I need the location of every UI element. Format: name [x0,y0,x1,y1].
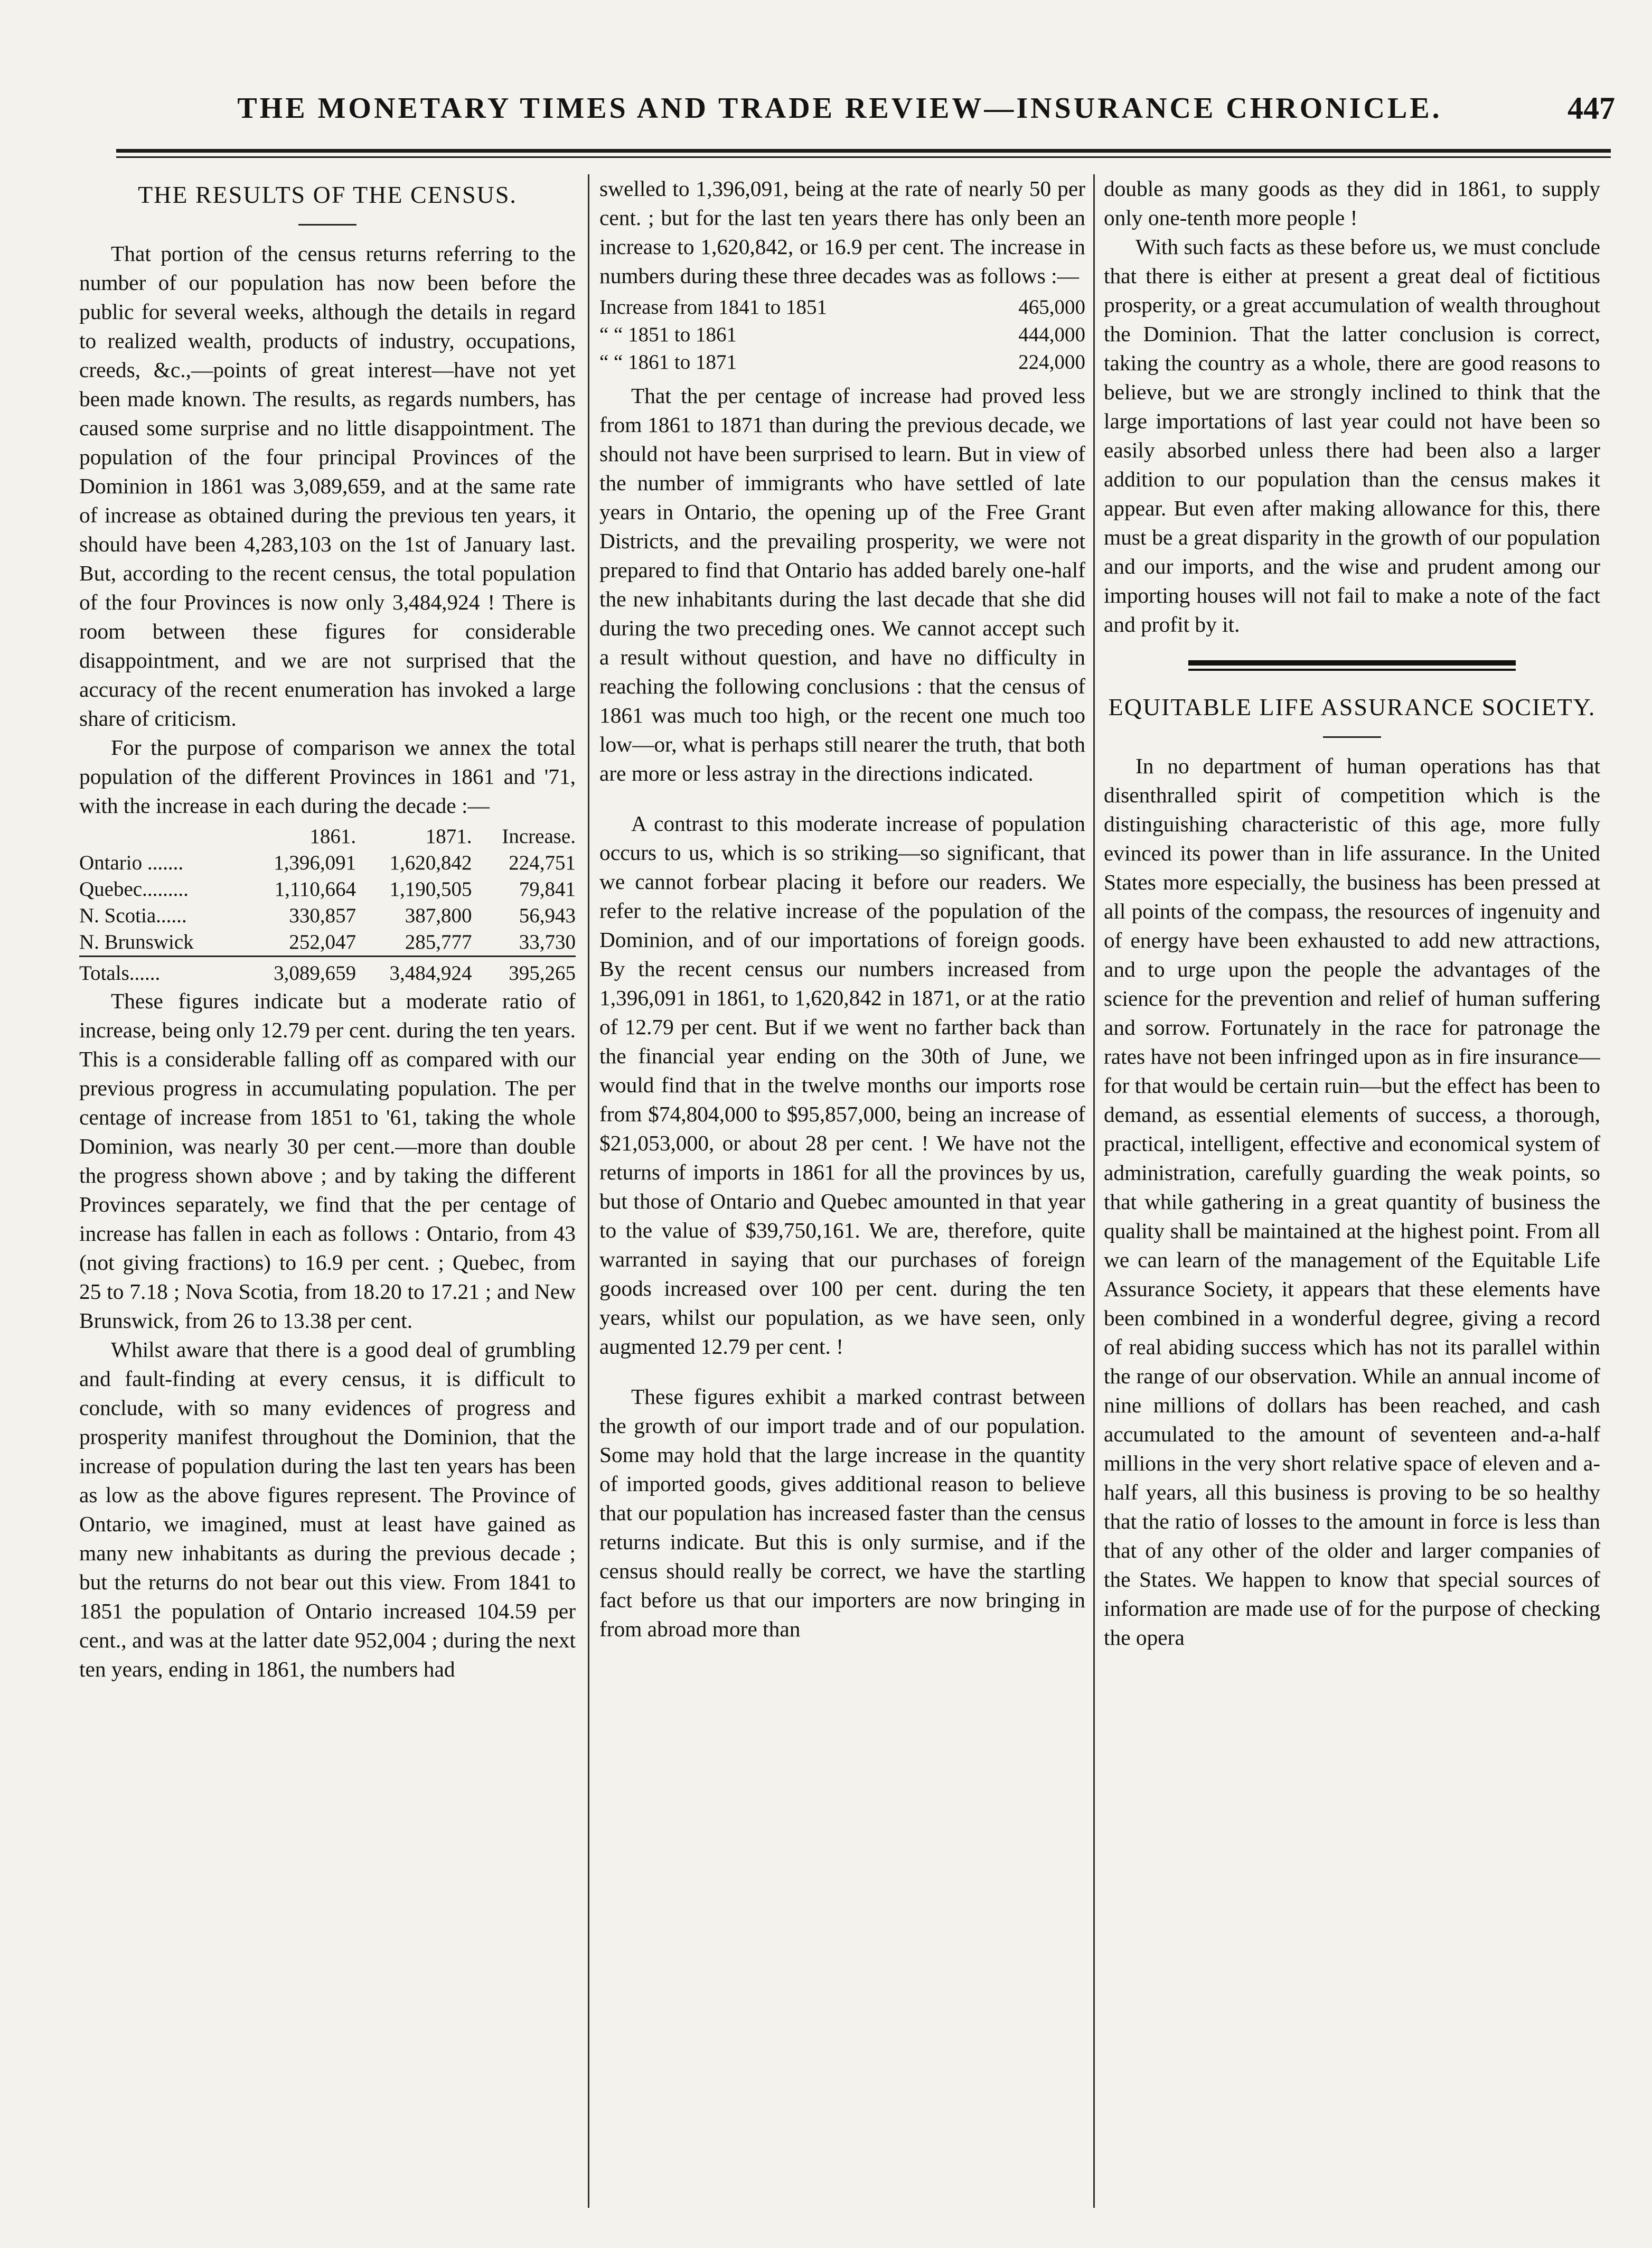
column-3 [1104,174,1600,2208]
census-article-title: THE RESULTS OF THE CENSUS. [138,181,517,208]
table-cell: 56,943 [519,904,576,927]
increase-table [599,294,1085,376]
census-paragraph-7: A contrast to this moderate increase of population occurs to us, which is so striking—so significant, that we cannot forbear placing it before our readers. We refer to the relative increase of the population of the Dominion, and of our importations of foreign goods. By the recent census our numbers increased from 1,396,091 in 1861, to 1,620,842 in 1871, or at the ratio of 12.79 per cent. But if we went no farther back than the financial year ending on the 30th of June, we would find that in the twelve months our imports rose from $74,804,000 to $95,857,000, being an increase of $21,053,000, or about 28 per cent. ! We have not the returns of imports in 1861 for all the provinces by us, but those of Ontario and Quebec amounted in that year to the value of $39,750,161. We are, therefore, quite warranted in saying that our purchases of foreign goods increased over 100 per cent. during the ten years, whilst our population, as we have seen, only augmented 12.79 per cent. ! [599,811,1085,1359]
table-row [599,294,1085,321]
table-cell: Totals...... [79,957,240,987]
table-cell: 1,190,505 [389,878,472,901]
table-cell: Increase from 1841 to 1851 [599,296,828,319]
page-header: THE MONETARY TIMES AND TRADE REVIEW—INSURANCE CHRONICLE. [237,92,1442,125]
table-cell: 285,777 [405,931,472,953]
paragraph-gap [599,788,1085,809]
census-paragraph-1: That portion of the census returns referring to the number of our population has now been before the public for several weeks, although the details in regard to realized wealth, products of industry, occupations, creeds, &c.,—points of great interest—have not yet been made known. The results, as regards numbers, has caused some surprise and no little disappointment. The population of the four principal Provinces of the Dominion in 1861 was 3,089,659, and at the same rate of increase as obtained during the previous ten years, it should have been 4,283,103 on the 1st of January last. But, according to the recent census, the total population of the four Provinces is now only 3,484,924 ! There is room between these figures for considerable disappointment, and we are not surprised that the accuracy of the recent enumeration has invoked a large share of criticism. [79,241,576,730]
table-cell: 330,857 [289,904,356,927]
column-1 [79,174,576,2208]
table-cell: 252,047 [289,931,356,953]
table-cell: “ “ 1861 to 1871 [599,351,737,373]
table-row [599,349,1085,376]
table-cell: 1,620,842 [389,851,472,874]
table-cell: 3,089,659 [240,957,356,987]
table-header-cell: Increase. [502,825,576,848]
table-row [79,903,576,929]
title-rule [298,224,356,226]
table-cell: N. Brunswick [79,931,194,953]
table-cell: Quebec......... [79,878,189,901]
table-cell: 79,841 [519,878,576,901]
article-separator [1188,660,1516,671]
table-cell: Ontario ....... [79,851,184,874]
table-row [79,929,576,957]
population-table [79,823,576,987]
census-paragraph-10: With such facts as these before us, we must conclude that there is either at present a great deal of fictitious prosperity, or a great accumulation of wealth throughout the Dominion. That the latter conclusion is correct, taking the country as a whole, there are good reasons to believe, but we are strongly inclined to think that the large importations of last year could not have been so easily absorbed unless there had been also a larger addition to our population than the census makes it appear. But even after making allowance for this, there must be a great disparity in the growth of our population and our imports, and the wise and prudent among our importing houses will not fail to make a note of the fact and profit by it. [1104,235,1600,636]
table-cell: 1,110,664 [274,878,356,901]
census-paragraph-6: That the per centage of increase had proved less from 1861 to 1871 than during the previous decade, we should not have been surprised to learn. But in view of the number of immigrants who have settled of late years in Ontario, the opening up of the Free Grant Districts, and the prevailing prosperity, we were not prepared to find that Ontario has added barely one-half the new inhabitants during the last decade that she did during the two preceding ones. We cannot accept such a result without question, and have no difficulty in reaching the following conclusions : that the census of 1861 was much too high, or the recent one much too low—or, what is perhaps still nearer the truth, that both are more or less astray in the directions indicated. [599,383,1085,785]
table-cell: 444,000 [1018,323,1085,346]
table-cell: 33,730 [519,931,576,953]
table-header-row [79,823,576,850]
table-header-cell [79,823,240,850]
column-divider [1093,174,1095,2208]
page-number: 447 [1567,91,1615,126]
equitable-article-title: EQUITABLE LIFE ASSURANCE SOCIETY. [1108,694,1596,720]
census-paragraph-8: These figures exhibit a marked contrast between the growth of our import trade and of our population. Some may hold that the large increase in the quantity of imported goods, gives additional reason to believe that our population has increased faster than the census returns indicate. But this is only surmise, and if the census should really be correct, we have the startling fact before us that our importers are now bringing in from abroad more than [599,1384,1085,1641]
table-cell: 387,800 [405,904,472,927]
column-divider [588,174,589,2208]
header-rule-thin [116,156,1611,158]
table-total-row [79,957,576,987]
table-row [79,876,576,903]
census-paragraph-3: These figures indicate but a moderate ratio of increase, being only 12.79 per cent. during the ten years. This is a considerable falling off as compared with our previous progress in accumulating population. The per centage of increase from 1851 to '61, taking the whole Dominion, was nearly 30 per cent.—more than double the progress shown above ; and by taking the different Provinces separately, we find that the per centage of increase has fallen in each as follows : Ontario, from 43 (not giving fractions) to 16.9 per cent. ; Quebec, from 25 to 7.18 ; Nova Scotia, from 18.20 to 17.21 ; and New Brunswick, from 26 to 13.38 per cent. [79,989,576,1333]
table-cell: “ “ 1851 to 1861 [599,323,737,346]
table-cell: 3,484,924 [356,957,472,987]
header-rule-thick [116,149,1611,153]
equitable-paragraph-1: In no department of human operations has that disenthralled spirit of competition which is the distinguishing characteristic of this age, more fully evinced its power than in life assurance. In the United States more especially, the business has been pressed at all points of the compass, the resources of ingenuity and of energy have been exhausted to add new attractions, and to urge upon the people the advantages of the science for the prevention and relief of human suffering and sorrow. Fortunately in the race for patronage the rates have not been infringed upon as in fire insurance—for that would be certain ruin—but the effect has been to demand, as essential elements of success, a thorough, practical, intelligent, effective and economical system of administration, carefully guarding the weak points, so that while gathering in a great quantity of business the quality shall be maintained at the highest point. From all we can learn of the management of the Equitable Life Assurance Society, it appears that these elements have been combined in a wonderful degree, giving a record of real abiding success which has not its parallel within the range of our observation. While an annual income of nine millions of dollars has been reached, and cash accumulated to the amount of seventeen and-a-half millions in the very short relative space of eleven and a-half years, all this business is proving to be so healthy that the ratio of losses to the amount in force is less than that of any other of the older and larger companies of the States. We happen to know that special sources of information are made use of for the purpose of checking the opera [1104,754,1600,1650]
table-header-cell: 1871. [425,825,472,848]
table-header-cell: 1861. [309,825,356,848]
table-cell: 224,000 [1018,351,1085,373]
paragraph-gap [599,1361,1085,1382]
table-row [79,850,576,876]
census-paragraph-9: double as many goods as they did in 1861, to supply only one-tenth more people ! [1104,176,1600,230]
census-paragraph-4: Whilst aware that there is a good deal of grumbling and fault-finding at every census, it is difficult to conclude, with so many evidences of progress and prosperity manifest throughout the Dominion, that the increase of population during the last ten years has been as low as the above figures represent. The Province of Ontario, we imagined, must at least have gained as many new inhabitants as during the previous decade ; but the returns do not bear out this view. From 1841 to 1851 the population of Ontario increased 104.59 per cent., and was at the latter date 952,004 ; during the next ten years, ending in 1861, the numbers had [79,1337,576,1681]
census-paragraph-2: For the purpose of comparison we annex the total population of the different Provinces in 1861 and '71, with the increase in each during the decade :— [79,735,576,818]
column-2 [599,174,1085,2208]
table-cell: N. Scotia...... [79,904,187,927]
census-paragraph-5: swelled to 1,396,091, being at the rate of nearly 50 per cent. ; but for the last ten years there has only been an increase to 1,620,842, or 16.9 per cent. The increase in numbers during these three decades was as follows :— [599,176,1085,288]
title-rule [1323,736,1381,738]
table-row [599,321,1085,349]
table-cell: 395,265 [472,957,576,987]
table-cell: 1,396,091 [274,851,356,874]
table-cell: 465,000 [1018,296,1085,319]
table-cell: 224,751 [509,851,576,874]
